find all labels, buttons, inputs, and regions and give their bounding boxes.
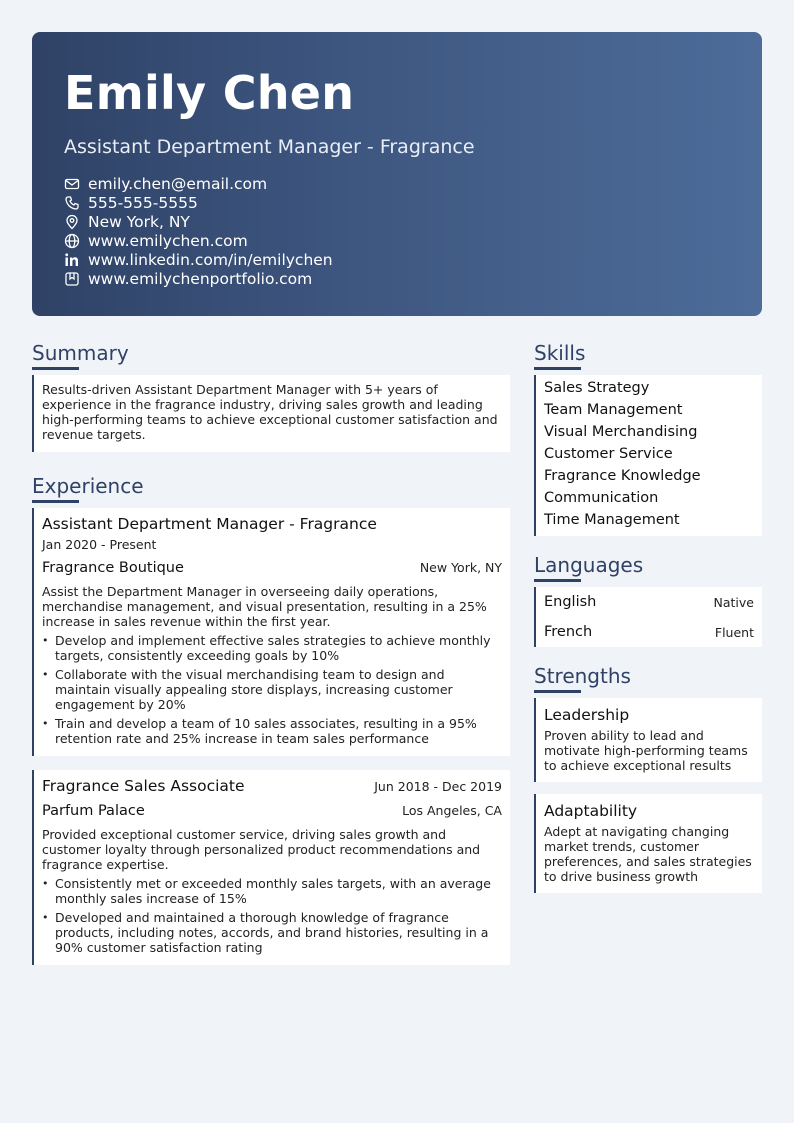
skill-item: Sales Strategy (544, 380, 650, 396)
contact-website-text: www.emilychen.com (88, 231, 248, 250)
contact-linkedin-text: www.linkedin.com/in/emilychen (88, 250, 333, 269)
contact-location (64, 212, 730, 231)
contact-portfolio-text: www.emilychenportfolio.com (88, 269, 313, 288)
skill-item: Visual Merchandising (544, 424, 698, 440)
strengths-section (534, 663, 762, 893)
experience-section (32, 473, 510, 965)
language-name: English (544, 594, 597, 610)
skills-section (534, 340, 762, 536)
job-bullets (42, 633, 502, 746)
skill-item: Fragrance Knowledge (544, 468, 701, 484)
experience-heading: Experience (32, 474, 144, 498)
side-column (534, 340, 762, 893)
job-description: Assist the Department Manager in overseeing daily operations, merchandise management, and visual presentation, resulting in a 25% increase in sales revenue within the first year. (42, 584, 487, 629)
summary-heading: Summary (32, 341, 129, 365)
language-level: Native (713, 594, 754, 610)
languages-card (534, 587, 762, 647)
strength-card (534, 698, 762, 782)
section-underline (32, 367, 79, 370)
job-bullet: • Develop and implement effective sales strategies to achieve monthly targets, consistently exceeding goals by 10% (42, 633, 502, 663)
job-location: Los Angeles, CA (402, 803, 502, 818)
job-title-row (42, 777, 502, 795)
job-bullet: • Train and develop a team of 10 sales associates, resulting in a 95% retention rate and 25% increase in team sales performance (42, 716, 502, 746)
strength-card (534, 794, 762, 893)
job-bullet: • Developed and maintained a thorough knowledge of fragrance products, including notes, accords, and brand histories, resulting in a 90% customer satisfaction rating (42, 910, 502, 955)
portfolio-icon (64, 271, 80, 287)
job-bullets (42, 876, 502, 955)
job-company-row (42, 560, 502, 576)
contact-linkedin[interactable] (64, 250, 730, 269)
job-description: Provided exceptional customer service, driving sales growth and customer loyalty through personalized product recommendations and fragrance expertise. (42, 827, 481, 872)
job-dates: Jun 2018 - Dec 2019 (374, 779, 502, 794)
mail-icon (64, 176, 80, 192)
languages-section (534, 552, 762, 647)
language-level: Fluent (714, 624, 754, 640)
skill-item: Time Management (544, 512, 680, 528)
contact-website[interactable] (64, 231, 730, 250)
languages-heading: Languages (534, 553, 644, 577)
job-dates: Jan 2020 - Present (42, 537, 157, 552)
candidate-title: Assistant Department Manager - Fragrance (64, 136, 475, 158)
job-company-row (42, 803, 502, 819)
contact-phone[interactable] (64, 193, 730, 212)
contact-email-text: emily.chen@email.com (88, 174, 268, 193)
contact-location-text: New York, NY (88, 212, 190, 231)
resume-header (32, 32, 762, 316)
section-underline (32, 500, 79, 503)
summary-card (32, 375, 510, 452)
job-card (32, 770, 510, 965)
strength-text: Adept at navigating changing market trends, customer preferences, and sales strategies to drive business growth (544, 824, 752, 884)
strengths-heading: Strengths (534, 664, 631, 688)
phone-icon (64, 195, 80, 211)
job-company: Parfum Palace (42, 803, 145, 819)
job-company: Fragrance Boutique (42, 560, 184, 576)
section-underline (534, 367, 581, 370)
language-row (544, 617, 754, 647)
job-card (32, 508, 510, 756)
strength-text: Proven ability to lead and motivate high-performing teams to achieve exceptional results (544, 728, 748, 773)
language-row (544, 587, 754, 617)
job-title: Assistant Department Manager - Fragrance (42, 515, 377, 533)
summary-section (32, 340, 510, 452)
job-title: Fragrance Sales Associate (42, 777, 245, 795)
globe-icon (64, 233, 80, 249)
job-bullet: • Consistently met or exceeded monthly sales targets, with an average monthly sales increase of 15% (42, 876, 502, 906)
skill-item: Customer Service (544, 446, 673, 462)
contact-email[interactable] (64, 174, 730, 193)
skills-heading: Skills (534, 341, 586, 365)
language-name: French (544, 624, 593, 640)
strength-title: Leadership (544, 706, 630, 724)
candidate-name: Emily Chen (64, 66, 355, 120)
skills-card (534, 375, 762, 536)
main-column (32, 340, 510, 965)
skill-item: Communication (544, 490, 659, 506)
strength-title: Adaptability (544, 802, 638, 820)
summary-text: Results-driven Assistant Department Manager with 5+ years of experience in the fragrance industry, driving sales growth and leading high-performing teams to achieve exceptional customer satisfaction and revenue targets. (42, 382, 498, 442)
contact-phone-text: 555-555-5555 (88, 193, 198, 212)
job-bullet: • Collaborate with the visual merchandising team to design and maintain visually appealing store displays, increasing customer engagement by 20% (42, 667, 502, 712)
location-icon (64, 214, 80, 230)
linkedin-icon (64, 252, 80, 268)
contact-list (64, 174, 730, 288)
section-underline (534, 690, 581, 693)
skill-item: Team Management (544, 402, 683, 418)
section-underline (534, 579, 581, 582)
job-location: New York, NY (419, 560, 502, 575)
contact-portfolio[interactable] (64, 269, 730, 288)
